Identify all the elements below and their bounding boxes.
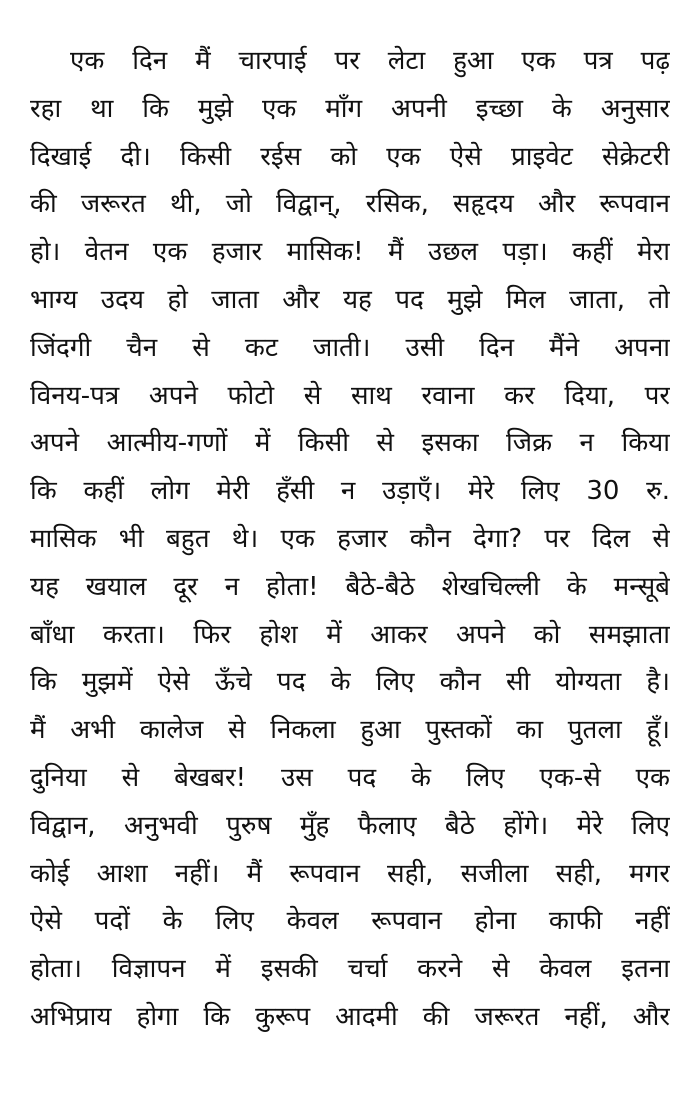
text-line: बाँधा करता। फिर होश में आकर अपने को समझाता xyxy=(30,619,670,650)
text-line: विद्वान, अनुभवी पुरुष मुँह फैलाए बैठे होंगे। मेरे लिए xyxy=(30,810,670,841)
text-line: विनय-पत्र अपने फोटो से साथ रवाना कर दिया, पर xyxy=(30,380,670,411)
text-line: एक दिन मैं चारपाई पर लेटा हुआ एक पत्र पढ़ xyxy=(70,46,670,76)
text-line: हो। वेतन एक हजार मासिक! मैं उछल पड़ा। कहीं मेरा xyxy=(30,237,670,268)
text-line: अभिप्राय होगा कि कुरूप आदमी की जरूरत नहीं, और xyxy=(30,1001,670,1032)
text-line: दुनिया से बेखबर! उस पद के लिए एक-से एक xyxy=(30,762,670,793)
text-line: रहा था कि मुझे एक माँग अपनी इच्छा के अनुसार xyxy=(30,93,670,124)
text-line: अपने आत्मीय-गणों में किसी से इसका जिक्र न किया xyxy=(30,428,670,459)
text-line: मैं अभी कालेज से निकला हुआ पुस्तकों का पुतला हूँ। xyxy=(30,715,670,746)
text-line: कोई आशा नहीं। मैं रूपवान सही, सजीला सही, मगर xyxy=(30,858,670,889)
body-paragraph xyxy=(30,38,670,1042)
text-line: कि मुझमें ऐसे ऊँचे पद के लिए कौन सी योग्यता है। xyxy=(30,667,670,698)
text-line: कि कहीं लोग मेरी हँसी न उड़ाएँ। मेरे लिए 30 रु. xyxy=(30,476,670,507)
text-line: की जरूरत थी, जो विद्वान्, रसिक, सहृदय और रूपवान xyxy=(30,189,670,220)
text-line: होता। विज्ञापन में इसकी चर्चा करने से केवल इतना xyxy=(30,954,670,985)
text-line: मासिक भी बहुत थे। एक हजार कौन देगा? पर दिल से xyxy=(30,523,670,554)
text-line: यह खयाल दूर न होता! बैठे-बैठे शेखचिल्ली के मन्सूबे xyxy=(30,571,670,602)
text-line: जिंदगी चैन से कट जाती। उसी दिन मैंने अपना xyxy=(30,332,670,363)
text-line: ऐसे पदों के लिए केवल रूपवान होना काफी नहीं xyxy=(30,906,670,937)
text-line: दिखाई दी। किसी रईस को एक ऐसे प्राइवेट सेक्रेटरी xyxy=(30,141,670,172)
text-line: भाग्य उदय हो जाता और यह पद मुझे मिल जाता, तो xyxy=(30,284,670,315)
